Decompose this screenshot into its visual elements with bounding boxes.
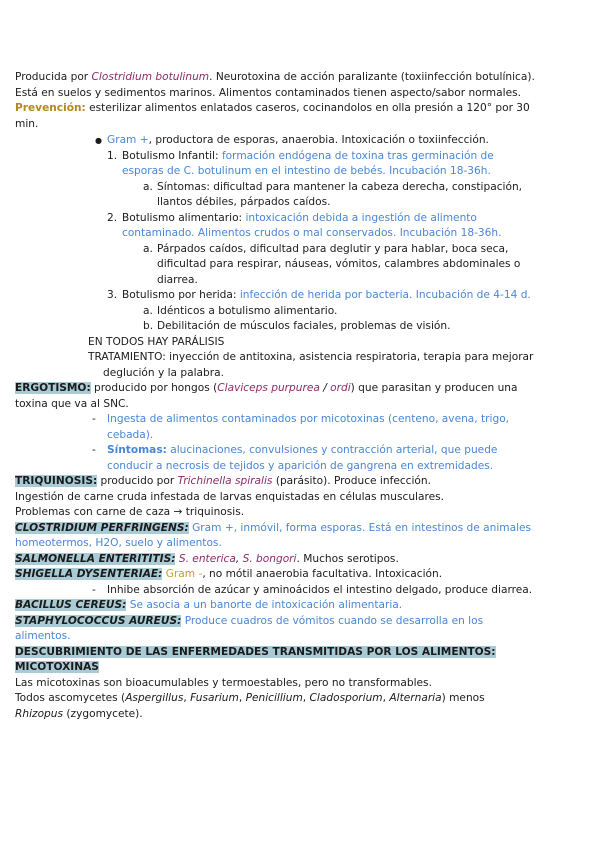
tratamiento-line: TRATAMIENTO: inyección de antitoxina, asistencia respiratoria, terapia para mejorar deglución y la palabra.: [88, 351, 534, 379]
sub-item-herida-a: a. Idénticos a botulismo alimentario.: [143, 304, 338, 317]
bullet-item: ● Gram +, productora de esporas, anaerobia. Intoxicación o toxiinfección.: [15, 133, 535, 149]
triquinosis-paragraph: TRIQUINOSIS: producido por Trichinella spiralis (parásito). Produce infección.: [15, 475, 431, 487]
prevention-paragraph: Prevención: esterilizar alimentos enlatados caseros, cocinandolos en olla presión a 120° por 30 min.: [15, 102, 530, 130]
salmonella-label: SALMONELLA ENTERITITIS:: [15, 552, 176, 565]
cereus-paragraph: BACILLUS CEREUS: Se asocia a un banorte de intoxicación alimentaria.: [15, 599, 403, 611]
shigella-paragraph: SHIGELLA DYSENTERIAE: Gram -, no mótil anaerobia facultativa. Intoxicación.: [15, 568, 443, 580]
ergotismo-paragraph: ERGOTISMO: producido por hongos (Claviceps purpurea / ordi) que parasitan y producen una toxina que va al SNC.: [15, 382, 518, 410]
micotoxinas-line-2: Todos ascomycetes (Aspergillus, Fusarium, Penicillium, Cladosporium, Alternaria) menos Rhizopus (zygomycete).: [15, 692, 485, 720]
salmonella-paragraph: SALMONELLA ENTERITITIS: S. enterica, S. bongori. Muchos serotipos.: [15, 552, 399, 565]
todos-paralisis-line: EN TODOS HAY PARÁLISIS: [88, 335, 225, 348]
ergotismo-dash-1: - Ingesta de alimentos contaminados por micotoxinas (centeno, avena, trigo, cebada).: [92, 413, 510, 441]
triquinosis-line-3: Problemas con carne de caza → triquinosis.: [15, 506, 245, 518]
ergotismo-dash-2: - Síntomas: alucinaciones, convulsiones y contracción arterial, que puede conducir a necrosis de tejidos y aparición de gangrena en extremidades.: [92, 444, 498, 472]
list-item-botulismo-alimentario: 2. Botulismo alimentario: intoxicación debida a ingestión de alimento contaminado. Alimentos crudos o mal conservados. Incubación 18-36h.: [107, 211, 502, 239]
list-item-botulismo-herida: 3. Botulismo por herida: infección de herida por bacteria. Incubación de 4-14 d.: [107, 289, 531, 301]
shigella-dash: - Inhibe absorción de azúcar y aminoácidos el intestino delgado, produce diarrea.: [92, 583, 533, 596]
sub-item-herida-b: b. Debilitación de músculos faciales, problemas de visión.: [143, 320, 451, 332]
perfringens-paragraph: CLOSTRIDIUM PERFRINGENS: Gram +, inmóvil, forma esporas. Está en intestinos de animales homeotermos, H2O, suelo y alimentos.: [15, 521, 532, 549]
gram-positive-label: Gram +: [107, 134, 149, 146]
micotoxinas-line-1: Las micotoxinas son bioacumulables y termoestables, pero no transformables.: [15, 676, 432, 689]
perfringens-label: CLOSTRIDIUM PERFRINGENS:: [15, 521, 189, 534]
cereus-label: BACILLUS CEREUS:: [15, 599, 127, 611]
prevention-label: Prevención:: [15, 102, 86, 114]
bullet-marker: ●: [95, 136, 102, 145]
organism-name: Clostridium botulinum: [91, 71, 210, 83]
intro-paragraph: Producida por Clostridium botulinum. Neurotoxina de acción paralizante (toxiinfección botulínica). Está en suelos y sedimentos marinos. Alimentos contaminados tienen aspecto/sabor normales.: [15, 71, 535, 99]
sub-item-infantil-sintomas: a. Síntomas: dificultad para mantener la cabeza derecha, constipación, llantos débiles, párpados caídos.: [143, 180, 523, 208]
triquinosis-label: TRIQUINOSIS:: [15, 475, 98, 487]
ergotismo-label: ERGOTISMO:: [15, 382, 91, 394]
shigella-label: SHIGELLA DYSENTERIAE:: [15, 568, 163, 580]
descubrimiento-heading: DESCUBRIMIENTO DE LAS ENFERMEDADES TRANSMITIDAS POR LOS ALIMENTOS:: [15, 645, 496, 658]
document-page: [15, 70, 535, 722]
sub-item-alimentario-sintomas: a. Párpados caídos, dificultad para deglutir y para hablar, boca seca, dificultad para respirar, náuseas, vómitos, calambres abdominales o diarrea.: [143, 242, 521, 286]
staph-label: STAPHYLOCOCCUS AUREUS:: [15, 614, 182, 627]
staph-paragraph: STAPHYLOCOCCUS AUREUS: Produce cuadros de vómitos cuando se desarrolla en los alimentos.: [15, 614, 484, 642]
triquinosis-line-2: Ingestión de carne cruda infestada de larvas enquistadas en células musculares.: [15, 490, 444, 503]
list-item-botulismo-infantil: 1. Botulismo Infantil: formación endógena de toxina tras germinación de esporas de C. botulinum en el intestino de bebés. Incubación 18-36h.: [107, 149, 494, 177]
micotoxinas-heading: MICOTOXINAS: [15, 661, 99, 673]
